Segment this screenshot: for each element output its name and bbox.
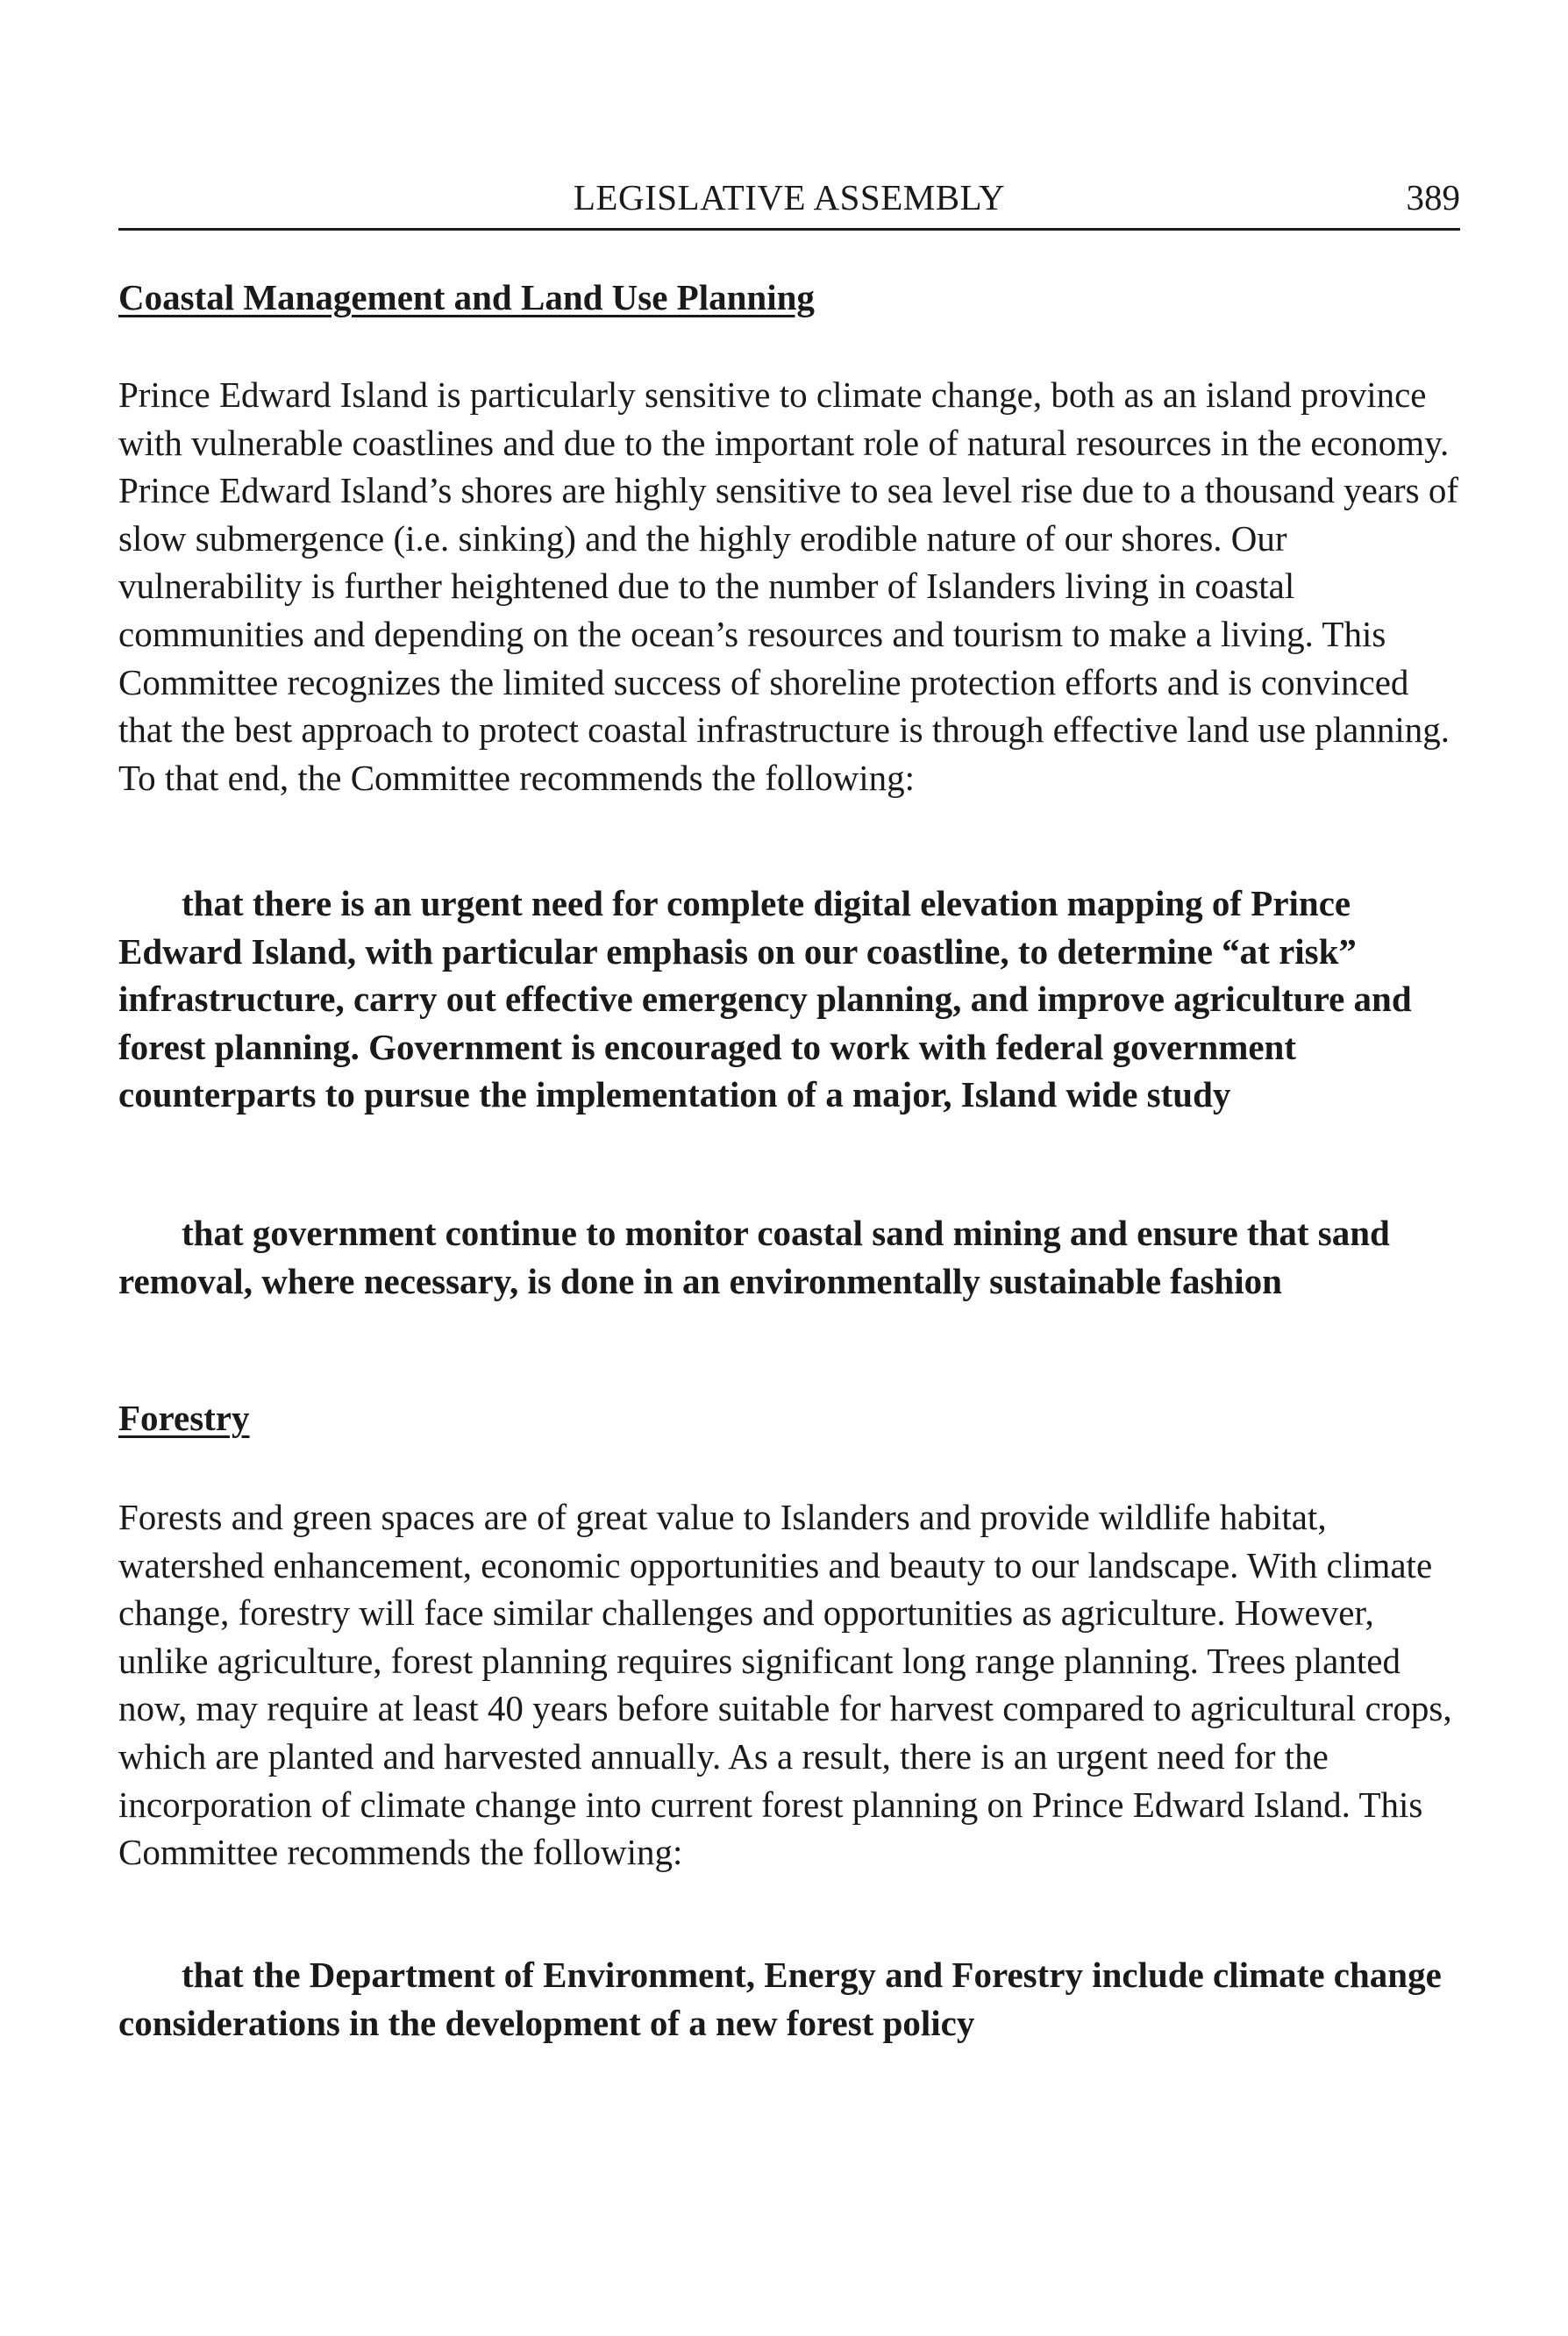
recommendation-sand-mining: that government continue to monitor coastal sand mining and ensure that sand removal, where necessary, is done in an environmentally sustainable fashion [118, 1213, 1390, 1301]
recommendation-forest-policy: that the Department of Environment, Energy and Forestry include climate change considerations in the development of a new forest policy [118, 1955, 1442, 2043]
paragraph-coastal: Prince Edward Island is particularly sensitive to climate change, both as an island province with vulnerable coastlines and due to the important role of natural resources in the economy. Prince Edward Island’s shores are highly sensitive to sea level rise due to a thousand years of slow submergence (i.e. sinking) and the highly erodible nature of our shores. Our vulnerability is further heightened due to the number of Islanders living in coastal communities and depending on the ocean’s resources and tourism to make a living. This Committee recognizes the limited success of shoreline protection efforts and is convinced that the best approach to protect coastal infrastructure is through effective land use planning. To that end, the Committee recommends the following: [118, 374, 1458, 798]
header-title: LEGISLATIVE ASSEMBLY [573, 177, 1006, 217]
recommendation-elevation-mapping: that there is an urgent need for complete digital elevation mapping of Prince Edward Island, with particular emphasis on our coastline, to determine “at risk” infrastructure, carry out effective emergency planning, and improve agriculture and forest planning. Government is encouraged to work with federal government counterparts to pursue the implementation of a major, Island wide study [118, 883, 1412, 1115]
page-number: 389 [1406, 177, 1460, 217]
section-heading-forestry: Forestry [118, 1398, 250, 1438]
paragraph-forestry: Forests and green spaces are of great value to Islanders and provide wildlife habitat, watershed enhancement, economic opportunities and beauty to our landscape. With climate change, forestry will face similar challenges and opportunities as agriculture. However, unlike agriculture, forest planning requires significant long range planning. Trees planted now, may require at least 40 years before suitable for harvest compared to agricultural crops, which are planted and harvested annually. As a result, there is an urgent need for the incorporation of climate change into current forest planning on Prince Edward Island. This Committee recommends the following: [118, 1497, 1452, 1873]
section-heading-coastal: Coastal Management and Land Use Planning [118, 277, 815, 317]
page-header [118, 174, 1460, 231]
document-page [118, 0, 1460, 2336]
